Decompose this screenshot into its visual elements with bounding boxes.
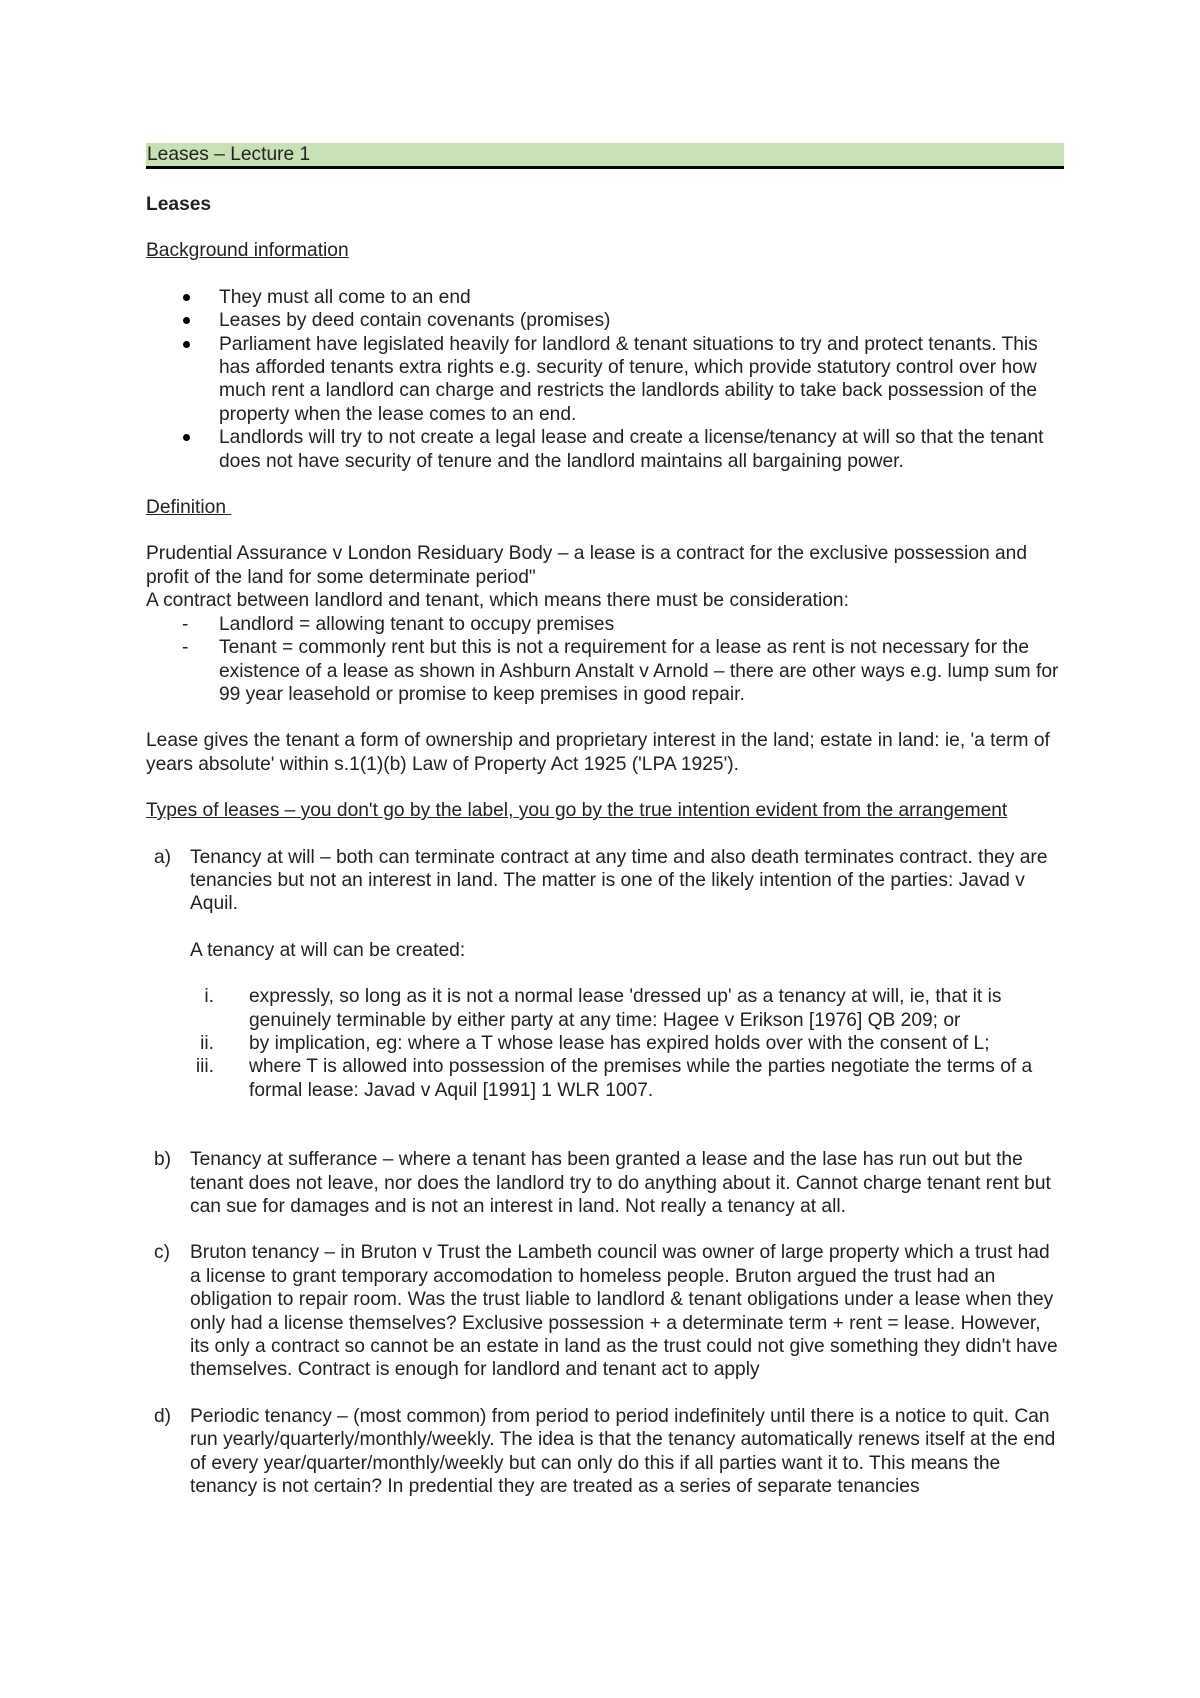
definition-paragraph: Prudential Assurance v London Residuary Body – a lease is a contract for the exclusive possession and profit of the land for some determinate period" [146,543,1028,588]
subheading-definition: Definition [146,497,232,519]
bullet-icon [183,341,190,348]
list-item [146,985,1064,1032]
list-item [146,1032,1064,1055]
list-marker: ii. [200,1032,214,1054]
list-item-tenancy-at-sufferance [146,1148,1064,1218]
creation-methods-list [146,985,1064,1102]
list-marker: b) [154,1149,172,1171]
bullet-icon [183,317,190,324]
list-item-text: Tenancy at sufferance – where a tenant has been granted a lease and the lase has run out but the tenant does not leave, nor does the landlord try to do anything about it. Cannot charge tenant rent but can sue for damages and is not an interest in land. Not really a tenancy at all. [190,1149,1051,1217]
dash-icon: - [182,637,189,659]
list-marker: i. [204,986,214,1008]
list-item [146,636,1064,706]
list-item [146,613,1064,636]
list-marker: a) [154,846,172,868]
bullet-text: They must all come to an end [219,286,471,308]
subheading-background: Background information [146,240,349,262]
list-item [146,426,1064,473]
list-item [146,309,1064,332]
list-item-text: where T is allowed into possession of the premises while the parties negotiate the terms of a formal lease: Javad v Aquil [1991] 1 WLR 1007. [249,1056,1033,1101]
list-item [146,286,1064,309]
bullet-icon [183,434,190,441]
list-item [146,333,1064,427]
bullet-icon [183,294,190,301]
list-item-text: by implication, eg: where a T whose lease has expired holds over with the consent of L; [249,1032,990,1054]
bullet-text: Landlords will try to not create a legal lease and create a license/tenancy at will so that the tenant does not have security of tenure and the landlord maintains all bargaining power. [219,427,1044,472]
subheading-types-of-leases: Types of leases – you don't go by the label, you go by the true intention evident from the arrangement [146,800,1008,822]
dash-text: Tenant = commonly rent but this is not a requirement for a lease as rent is not necessary for the existence of a lease as shown in Ashburn Anstalt v Arnold – there are other ways e.g. lump sum for 99 year leasehold or promise to keep premises in good repair. [219,637,1059,705]
list-marker: iii. [195,1056,214,1078]
types-of-leases-list [146,846,1064,1499]
list-marker: d) [154,1405,172,1427]
list-item-text: Tenancy at will – both can terminate contract at any time and also death terminates contract. they are tenancies but not an interest in land. The matter is one of the likely intention of the parties: Javad v Aquil. [190,846,1048,915]
sub-list-intro: A tenancy at will can be created: [190,939,466,961]
section-heading-leases: Leases [146,194,212,215]
dash-text: Landlord = allowing tenant to occupy premises [219,613,615,635]
ownership-paragraph: Lease gives the tenant a form of ownership and proprietary interest in the land; estate in land: ie, 'a term of years absolute' within s.1(1)(b) Law of Property Act 1925 ('LPA 1925'). [146,730,1050,775]
list-item-text: Bruton tenancy – in Bruton v Trust the Lambeth council was owner of large property which a trust had a license to grant temporary accomodation to homeless people. Bruton argued the trust had an obligation to repair room. Was the trust liable to landlord & tenant obligations under a lease when they only had a license themselves? Exclusive possession + a determinate term + rent = lease. However, its only a contract so cannot be an estate in land as the trust could not give something they didn't have themselves. Contract is enough for landlord and tenant act to apply [190,1242,1058,1381]
background-bullet-list [146,286,1064,473]
list-item-periodic-tenancy [146,1405,1064,1499]
document-page [146,143,1064,1498]
bullet-text: Parliament have legislated heavily for landlord & tenant situations to try and protect tenants. This has afforded tenants extra rights e.g. security of tenure, which provide statutory control over how much rent a landlord can charge and restricts the landlords ability to take back possession of the property when the lease comes to an end. [219,333,1038,425]
consideration-dash-list [146,613,1064,707]
list-item-tenancy-at-will [146,846,1064,1103]
document-title: Leases – Lecture 1 [146,143,1064,169]
list-marker: c) [154,1242,170,1264]
dash-icon: - [182,613,189,635]
list-item-bruton-tenancy [146,1241,1064,1381]
bullet-text: Leases by deed contain covenants (promises) [219,310,611,332]
list-item [146,1055,1064,1102]
consideration-paragraph: A contract between landlord and tenant, which means there must be consideration: [146,590,849,612]
list-item-text: expressly, so long as it is not a normal lease 'dressed up' as a tenancy at will, ie, that it is genuinely terminable by either party at any time: Hagee v Erikson [1976] QB 209; or [249,986,1002,1031]
list-item-text: Periodic tenancy – (most common) from period to period indefinitely until there is a notice to quit. Can run yearly/quarterly/monthly/weekly. The idea is that the tenancy automatically renews itself at the end of every year/quarter/monthly/weekly but can only do this if all parties want it to. This means the tenancy is not certain? In predential they are treated as a series of separate tenancies [190,1405,1056,1498]
